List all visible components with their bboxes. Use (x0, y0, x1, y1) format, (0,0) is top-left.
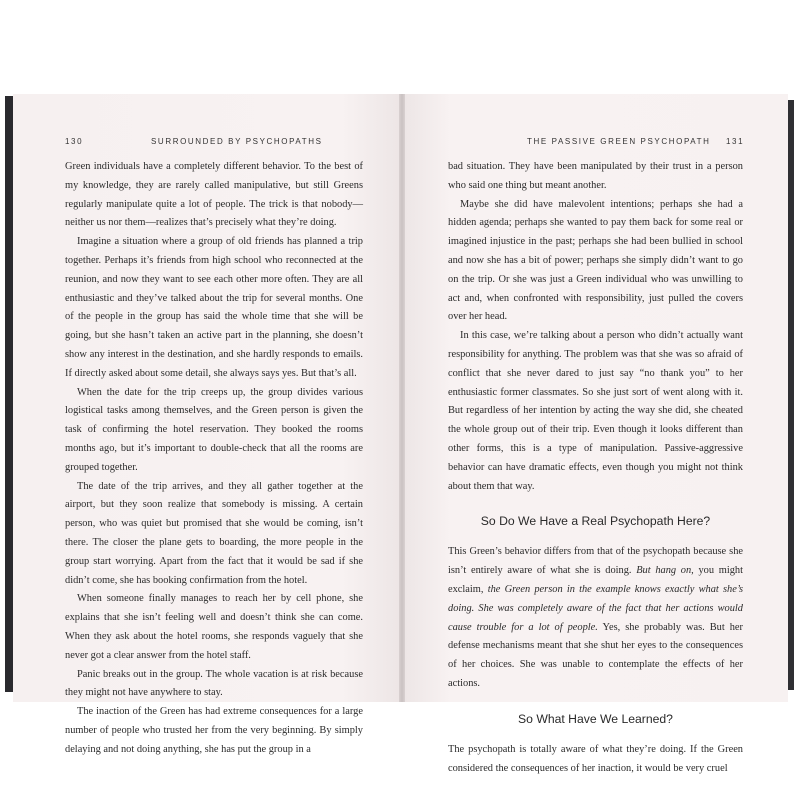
right-page-number: 131 (726, 137, 745, 146)
paragraph: The inaction of the Green has had extreme consequences for a large number of people who trusted her from the very beginning. By simply delaying and not doing anything, she has put the group in a (65, 706, 363, 755)
left-body (65, 158, 363, 760)
text-run: Yes, she probably was. But her defense mechanisms meant that she shut her eyes to the consequences of her choices. She was unable to contemplate the effects of her actions. (448, 621, 743, 689)
paragraph: When someone finally manages to reach her by cell phone, she explains that she isn’t feeling well and doesn’t think she can come. When they ask about the hotel rooms, she responds vaguely that she never got a clear answer from the hotel staff. (65, 593, 363, 661)
paragraph: Green individuals have a completely different behavior. To the best of my knowledge, they are rarely called manipulative, but still Greens regularly manipulate quite a lot of people. The trick is that nobody—neither us nor them—realizes that’s precisely what they’re doing. (65, 161, 363, 229)
open-book (13, 94, 788, 774)
left-running-head: SURROUNDED BY PSYCHOPATHS (151, 137, 323, 146)
book-edge-right (788, 100, 794, 690)
text-run: you might exclaim, (448, 565, 743, 595)
book-edge-left (5, 96, 13, 692)
section-heading: So What Have We Learned? (518, 711, 673, 726)
right-page (405, 94, 788, 774)
paragraph: Panic breaks out in the group. The whole vacation is at risk because they might not have anywhere to stay. (65, 668, 363, 699)
paragraph: The psychopath is totally aware of what they’re doing. If the Green considered the consequences of her inaction, it would be very cruel (448, 743, 743, 774)
right-running-head: THE PASSIVE GREEN PSYCHOPATH (527, 137, 711, 146)
paragraph: When the date for the trip creeps up, the group divides various logistical tasks among themselves, and the Green person is given the task of confirming the hotel reservation. They booked the rooms months ago, but it’s important to double-check that all the rooms are grouped together. (65, 386, 363, 473)
left-page-number: 130 (65, 137, 84, 146)
paragraph: Imagine a situation where a group of old friends has planned a trip together. Perhaps it’s friends from high school who reconnected at the reunion, and now they want to see each other more often. They are all enthusiastic and they’ve talked about the trip for several months. One of the people in the group has said the whole time that she will be going, but she hasn’t taken an active part in the planning, she doesn’t show any interest in the destination, and she hardly responds to emails. If directly asked about some detail, she always says yes. But that’s all. (65, 236, 363, 379)
paragraph: bad situation. They have been manipulated by their trust in a person who said one thing but meant another. (448, 161, 743, 191)
left-page (13, 94, 399, 755)
italic-text: But hang on, (636, 565, 694, 577)
text-run: This Green’s behavior differs from that of the psychopath because she isn’t entirely aware of what she is doing. (448, 546, 743, 577)
paragraph: The date of the trip arrives, and they all gather together at the airport, but they soon realize that somebody is missing. A certain person, who was quiet but promised that she would be coming, isn’t there. The closer the plane gets to boarding, the more people in the group start worrying. Apart from the fact that it would be sad if she didn’t come, she has booking confirmation from the hotel. (65, 480, 363, 586)
paragraph: Maybe she did have malevolent intentions; perhaps she had a hidden agenda; perhaps she wanted to pay them back for some real or imagined injustice in the past; perhaps she had been bullied in school and now she has a bit of power; perhaps she simply didn’t want to go on the trip. Or she was just a Green individual who was unwilling to act and, when confronted with responsibility, just pulled the covers over her head. (448, 198, 743, 323)
section-heading: So Do We Have a Real Psychopath Here? (480, 514, 711, 529)
paragraph (448, 543, 743, 693)
right-body (448, 158, 743, 778)
italic-text: the Green person in the example knows exactly what she’s doing. She was completely aware of the fact that her actions would cause trouble for a lot of people. (448, 583, 743, 633)
paragraph: In this case, we’re talking about a person who didn’t actually want responsibility for anything. The problem was that she was so afraid of conflict that she never dared to just say “no thank you” to her enthusiastic former classmates. So she just sort of went along with it. But regardless of her intention by acting the way she did, she cheated the whole group out of their trip. Even though it looks different than other forms, this is a type of manipulation. Passive-aggressive behavior can have dramatic effects, even though you might not think about them that way. (448, 330, 743, 492)
